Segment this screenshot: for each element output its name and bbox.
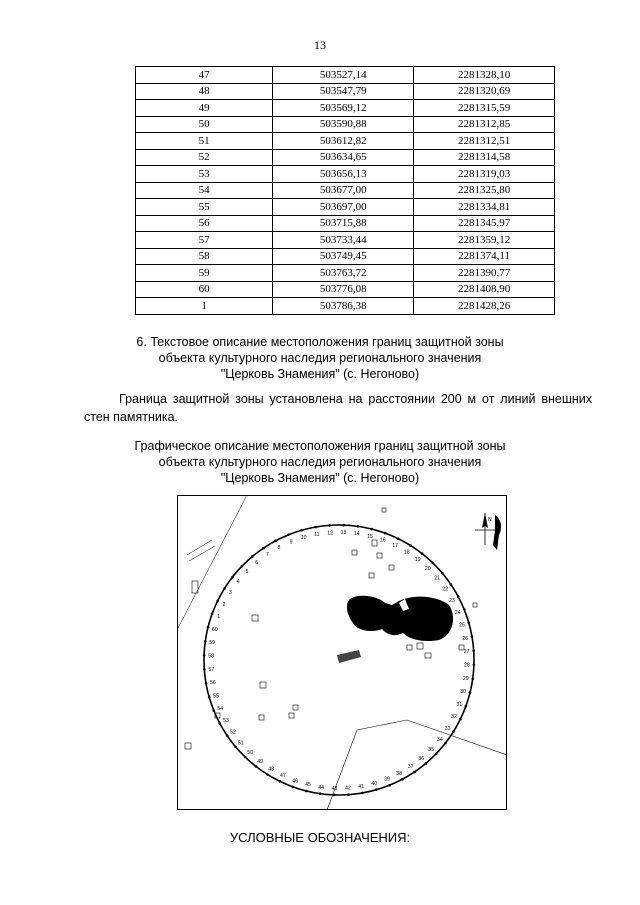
boundary-point-label: 60 [211,627,218,633]
boundary-point-label: 4 [236,579,240,586]
boundary-point-label: 22 [442,586,448,593]
section-6-heading-line-2: объекта культурного наследия регионального значения [158,351,482,365]
boundary-point-marker [223,587,226,590]
boundary-point-marker [231,576,234,579]
boundary-point-label: 52 [230,729,236,736]
boundary-point-marker [205,682,208,685]
boundary-point-marker [413,771,416,774]
boundary-point-label: 26 [462,635,468,642]
boundary-point-marker [444,742,447,745]
section-6-heading-line-3: "Церковь Знамения" (с. Негоново) [220,367,420,381]
x-coordinate-cell: 503656,13 [273,166,414,183]
boundary-point-marker [457,595,460,598]
boundary-point-label: 45 [305,782,311,789]
point-number-cell: 48 [136,83,273,100]
boundary-point-marker [251,555,254,558]
boundary-point-marker [450,583,453,586]
point-number-cell: 60 [136,281,273,298]
boundary-point-marker [361,792,364,795]
boundary-point-marker [432,562,435,565]
point-number-cell: 1 [136,298,273,315]
boundary-point-label: 11 [314,531,320,538]
boundary-point-marker [244,756,247,759]
boundary-point-marker [234,746,237,749]
boundary-point-marker [472,649,475,652]
boundary-point-marker [213,709,216,712]
y-coordinate-cell: 2281359,12 [414,232,555,249]
boundary-point-label: 36 [418,756,425,763]
x-coordinate-cell: 503749,45 [273,248,414,265]
boundary-point-label: 19 [414,557,421,564]
boundary-point-label: 35 [428,746,434,753]
boundary-point-label: 10 [300,535,307,541]
boundary-point-label: 38 [396,771,402,777]
boundary-point-marker [452,730,455,733]
boundary-point-marker [473,663,476,666]
boundary-point-marker [279,780,282,783]
x-coordinate-cell: 503733,44 [273,232,414,249]
point-number-cell: 55 [136,199,273,216]
x-coordinate-cell: 503776,08 [273,281,414,298]
boundary-point-label: 54 [217,705,224,712]
y-coordinate-cell: 2281374,11 [414,248,555,265]
point-number-cell: 59 [136,265,273,282]
boundary-point-marker [216,600,219,603]
table-row [136,215,555,232]
boundary-point-label: 31 [456,701,463,708]
boundary-point-label: 55 [213,693,219,700]
x-coordinate-cell: 503590,88 [273,116,414,133]
boundary-point-label: 50 [247,750,253,757]
x-coordinate-cell: 503612,82 [273,133,414,150]
boundary-point-marker [333,794,336,797]
boundary-point-marker [471,678,474,681]
point-number-cell: 47 [136,67,273,84]
boundary-point-label: 18 [403,549,410,556]
y-coordinate-cell: 2281408,90 [414,281,555,298]
boundary-point-marker [287,534,290,537]
boundary-point-label: 28 [464,662,470,669]
boundary-point-label: 6 [255,559,259,566]
boundary-point-label: 39 [384,776,390,783]
boundary-point-label: 51 [238,740,244,747]
boundary-point-marker [207,626,210,629]
table-row [136,298,555,315]
boundary-point-marker [204,640,207,643]
boundary-point-label: 49 [257,758,264,765]
boundary-point-marker [203,654,206,657]
graphic-heading-line-1: Графическое описание местоположения границ защитной зоны [134,439,506,453]
y-coordinate-cell: 2281312,51 [414,133,555,150]
boundary-point-label: 29 [462,675,469,682]
boundary-point-label: 13 [340,530,347,537]
boundary-point-marker [328,524,331,527]
graphic-heading-line-3: "Церковь Знамения" (с. Негоново) [220,471,420,485]
table-row [136,281,555,298]
x-coordinate-cell: 503786,38 [273,298,414,315]
x-coordinate-cell: 503763,72 [273,265,414,282]
boundary-point-label: 56 [210,680,216,687]
boundary-point-marker [211,613,214,616]
table-row [136,232,555,249]
table-row [136,182,555,199]
coordinates-table [135,66,555,315]
boundary-point-marker [226,734,229,737]
boundary-point-label: 41 [358,784,365,791]
boundary-point-marker [305,790,308,793]
table-row [136,67,555,84]
point-number-cell: 56 [136,215,273,232]
y-coordinate-cell: 2281328,10 [414,67,555,84]
x-coordinate-cell: 503547,79 [273,83,414,100]
x-coordinate-cell: 503569,12 [273,100,414,117]
boundary-point-marker [468,622,471,625]
table-row [136,116,555,133]
boundary-point-label: 1 [217,614,221,621]
table-row [136,265,555,282]
table-row [136,133,555,150]
page-number: 13 [314,38,326,52]
boundary-point-label: 34 [437,736,443,743]
boundary-point-marker [219,722,222,725]
boundary-point-label: 33 [444,725,451,732]
boundary-point-marker [388,784,391,787]
boundary-point-marker [409,544,412,547]
boundary-point-label: 9 [289,539,293,546]
boundary-point-marker [401,778,404,781]
x-coordinate-cell: 503697,00 [273,199,414,216]
legend-title: УСЛОВНЫЕ ОБОЗНАЧЕНИЯ: [229,830,411,845]
section-6-heading-line-1: 6. Текстовое описание местоположения границ защитной зоны [136,335,504,349]
table-row [136,248,555,265]
boundary-point-label: 48 [268,766,275,773]
boundary-point-marker [203,668,206,671]
boundary-point-marker [301,529,304,532]
boundary-point-label: 20 [425,565,431,572]
y-coordinate-cell: 2281320,69 [414,83,555,100]
boundary-point-label: 57 [208,666,215,673]
boundary-point-label: 23 [449,597,455,604]
x-coordinate-cell: 503634,65 [273,149,414,166]
boundary-point-marker [441,572,444,575]
y-coordinate-cell: 2281314,58 [414,149,555,166]
boundary-point-marker [435,753,438,756]
table-row [136,166,555,183]
boundary-point-label: 42 [345,785,351,792]
boundary-point-marker [208,696,211,699]
boundary-point-label: 15 [367,533,373,540]
boundary-point-label: 58 [208,653,214,660]
y-coordinate-cell: 2281428,26 [414,298,555,315]
table-row [136,100,555,117]
boundary-point-label: 46 [292,778,299,785]
boundary-point-marker [469,691,472,694]
boundary-point-label: 59 [209,640,216,647]
boundary-point-label: 30 [460,689,467,695]
boundary-point-marker [357,525,360,528]
y-coordinate-cell: 2281315,59 [414,100,555,117]
boundary-point-marker [314,526,317,529]
boundary-point-marker [255,765,258,768]
boundary-point-marker [459,718,462,721]
point-number-cell: 49 [136,100,273,117]
north-label: N [488,517,492,523]
table-row [136,199,555,216]
table-row [136,83,555,100]
boundary-point-label: 21 [434,575,440,582]
boundary-point-label: 8 [277,545,281,551]
boundary-point-marker [266,773,269,776]
boundary-point-label: 14 [353,531,360,538]
boundary-point-marker [375,789,378,792]
boundary-point-marker [347,793,350,796]
point-number-cell: 50 [136,116,273,133]
boundary-point-marker [262,547,265,550]
boundary-point-marker [471,635,474,638]
x-coordinate-cell: 503527,14 [273,67,414,84]
boundary-point-marker [292,786,295,789]
boundary-point-label: 25 [459,622,465,629]
boundary-point-label: 47 [280,773,286,779]
y-coordinate-cell: 2281325,80 [414,182,555,199]
boundary-point-label: 12 [327,530,333,537]
boundary-point-label: 5 [245,569,249,576]
boundary-point-label: 43 [331,785,338,792]
boundary-point-marker [421,552,424,555]
point-number-cell: 57 [136,232,273,249]
boundary-point-marker [425,762,428,765]
boundary-point-marker [384,532,387,535]
boundary-point-marker [370,528,373,531]
point-number-cell: 58 [136,248,273,265]
boundary-point-label: 24 [454,610,461,617]
point-number-cell: 53 [136,166,273,183]
boundary-point-marker [241,565,244,568]
boundary-point-marker [342,524,345,527]
boundary-point-label: 2 [222,601,226,608]
boundary-point-marker [319,792,322,795]
zone-description-paragraph: Граница защитной зоны установлена на расстоянии 200 м от линий внешних стен памятника. [84,392,592,424]
table-row [136,149,555,166]
boundary-point-label: 32 [451,714,457,721]
boundary-point-marker [463,608,466,611]
y-coordinate-cell: 2281390,77 [414,265,555,282]
boundary-point-label: 53 [223,718,229,725]
map-frame [178,496,507,810]
protection-zone-map [177,495,507,810]
x-coordinate-cell: 503715,88 [273,215,414,232]
y-coordinate-cell: 2281334,81 [414,199,555,216]
y-coordinate-cell: 2281319,03 [414,166,555,183]
boundary-point-label: 17 [392,543,398,549]
graphic-heading-line-2: объекта культурного наследия регионального значения [158,455,482,469]
boundary-point-label: 16 [379,537,386,544]
boundary-point-label: 40 [371,781,378,787]
boundary-point-label: 3 [228,590,232,597]
boundary-point-marker [465,705,468,708]
boundary-point-label: 27 [463,649,470,656]
point-number-cell: 52 [136,149,273,166]
boundary-point-label: 37 [407,764,414,771]
boundary-point-marker [274,540,277,543]
y-coordinate-cell: 2281312,85 [414,116,555,133]
boundary-point-label: 7 [265,551,269,558]
boundary-point-label: 44 [318,784,325,791]
boundary-point-marker [397,537,400,540]
point-number-cell: 54 [136,182,273,199]
point-number-cell: 51 [136,133,273,150]
y-coordinate-cell: 2281345,97 [414,215,555,232]
x-coordinate-cell: 503677,00 [273,182,414,199]
